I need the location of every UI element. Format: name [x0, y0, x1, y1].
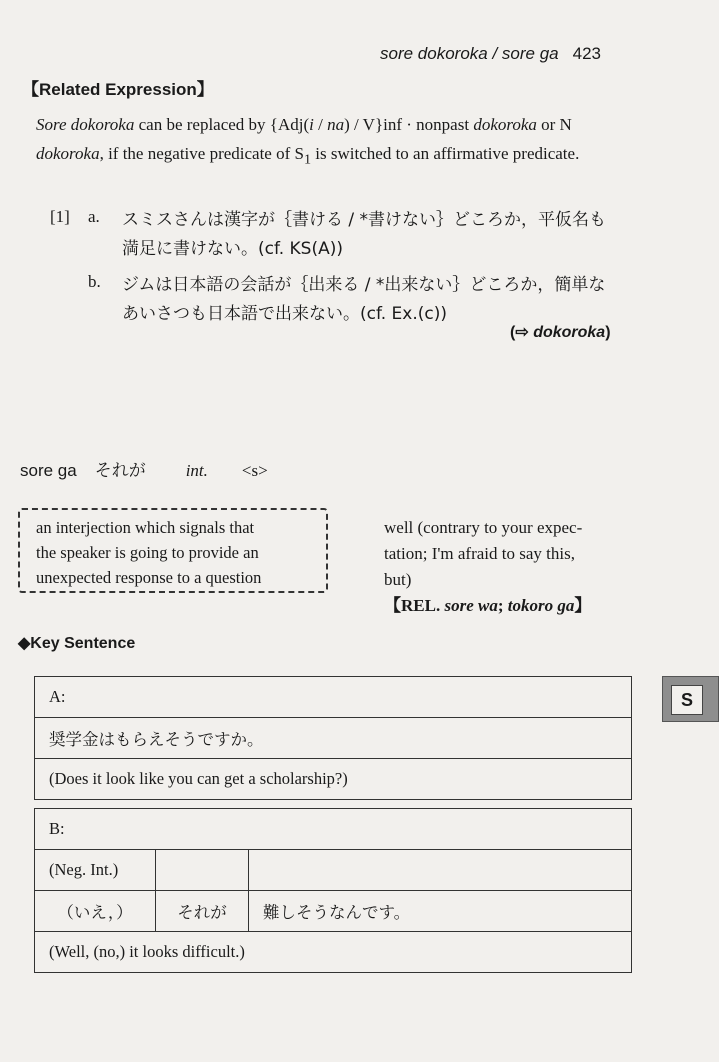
key-sentence-heading: ◆Key Sentence: [18, 635, 136, 652]
speaker-b-iie: （いえ，）: [35, 891, 156, 932]
example-a-line2: 満足に書けない。(cf. KS(A)): [122, 239, 343, 259]
related-expression-paragraph: Sore dokoroka can be replaced by {Adj(i / na) / V}inf · nonpast dokoroka or N dokoroka, if the negative predicate of $S_1$ is switched to an affirmative predicate.: [36, 115, 580, 168]
example-b-line2: あいさつも日本語で出来ない。(cf. Ex.(c)): [122, 304, 447, 324]
key-sentence-table-b: [34, 808, 632, 973]
example-number: [1]: [50, 207, 70, 226]
example-b-label: b.: [88, 272, 101, 291]
related-references: 【REL. sore wa; tokoro ga】: [384, 596, 592, 615]
cross-reference: (⇨ dokoroka): [510, 324, 611, 341]
english-gloss: well (contrary to your expec- tation; I'm afraid to say this, but) 【REL. sore wa; tokoro ga】: [384, 515, 634, 619]
entry-headword: sore ga それが int. <s>: [20, 461, 268, 481]
key-sentence-table-a: [34, 676, 632, 800]
running-header: sore dokoroka / sore ga 423: [380, 44, 601, 63]
speaker-b-sorega: それが: [156, 891, 249, 932]
related-expression-heading: 【Related Expression】: [22, 80, 214, 99]
section-tab: S: [662, 676, 719, 722]
example-b-line1: ジムは日本語の会話が｛出来る / *出来ない｝どころか，簡単な: [122, 275, 606, 295]
definition-box: an interjection which signals that the speaker is going to provide an unexpected response to a question: [18, 508, 328, 593]
page-number: 423: [572, 44, 601, 63]
speaker-a-japanese: 奨学金はもらえそうですか。: [35, 718, 632, 759]
speaker-a-label: A:: [35, 677, 632, 718]
neg-int-label: (Neg. Int.): [35, 850, 156, 891]
speaker-b-label: B:: [35, 809, 632, 850]
speaker-b-rest: 難しそうなんです。: [249, 891, 632, 932]
speaker-b-english: (Well, (no,) it looks difficult.): [35, 932, 632, 973]
example-a-line1: スミスさんは漢字が｛書ける / *書けない｝どころか，平仮名も: [122, 210, 607, 230]
speaker-a-english: (Does it look like you can get a scholarship?): [35, 759, 632, 800]
example-a-label: a.: [88, 207, 100, 226]
